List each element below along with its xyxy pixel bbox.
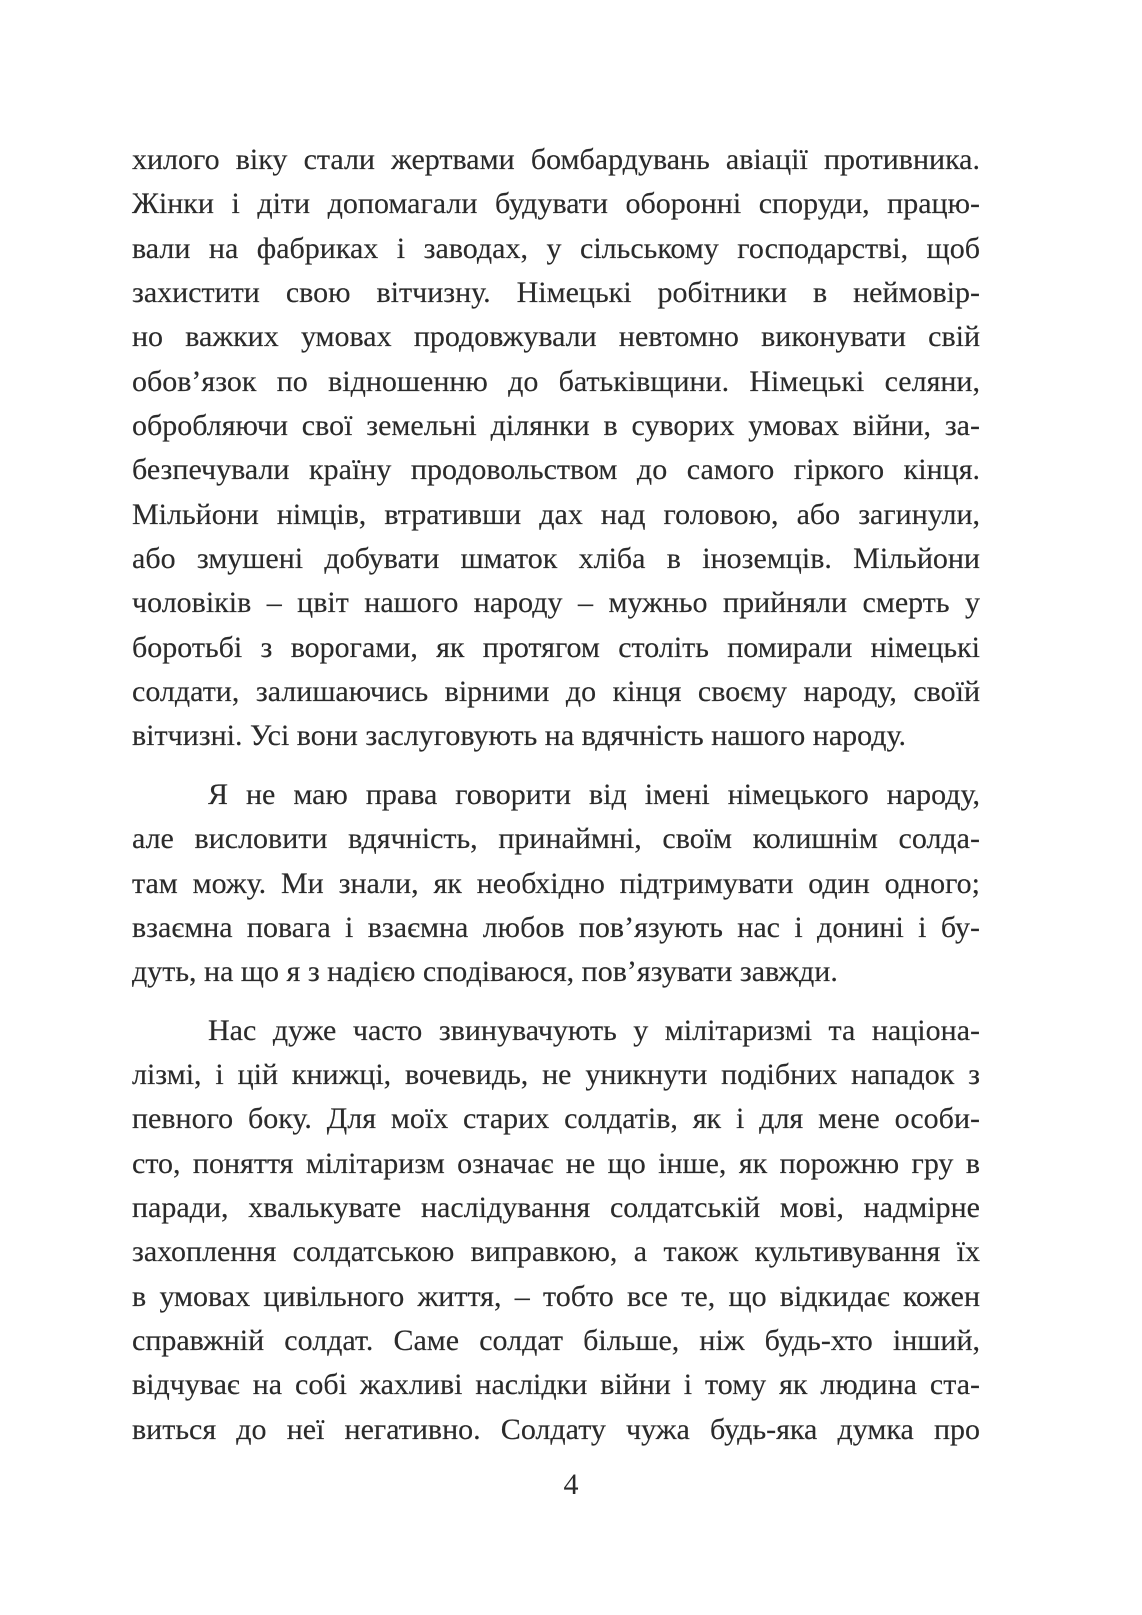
body-text (132, 138, 980, 1452)
text-line: або змушені добувати шматок хліба в іноземців. Мільйони (132, 542, 980, 576)
text-line: вітчизні. Усі вони заслуговують на вдячність нашого народу. (132, 719, 907, 753)
text-line: лізмі, і цій книжці, вочевидь, не уникнути подібних нападок з (132, 1057, 980, 1091)
text-line: захоплення солдатською виправкою, а також культивування їх (132, 1235, 980, 1269)
text-line: в умовах цивільного життя, – тобто все те, що відкидає кожен (132, 1279, 980, 1313)
text-line: но важких умовах продовжували невтомно виконувати свій (132, 320, 980, 354)
text-line: відчуває на собі жахливі наслідки війни і тому як людина ста- (132, 1368, 980, 1402)
text-line: Жінки і діти допомагали будувати оборонні споруди, працю- (132, 187, 980, 221)
text-line: паради, хвалькувате наслідування солдатській мові, надмірне (132, 1190, 980, 1224)
text-line: взаємна повага і взаємна любов пов’язують нас і донині і бу- (132, 910, 980, 944)
text-line: сто, поняття мілітаризм означає не що інше, як порожню гру в (132, 1146, 980, 1180)
text-line: вали на фабриках і заводах, у сільському господарстві, щоб (132, 231, 980, 265)
text-line: виться до неї негативно. Солдату чужа будь-яка думка про (132, 1412, 980, 1446)
text-line: там можу. Ми знали, як необхідно підтримувати один одного; (132, 866, 980, 900)
text-line: Я не маю права говорити від імені німецького народу, (208, 777, 980, 811)
text-line: певного боку. Для моїх старих солдатів, як і для мене особи- (132, 1102, 980, 1136)
paragraph-1 (132, 138, 980, 759)
text-line: боротьбі з ворогами, як протягом століть помирали німецькі (132, 630, 980, 664)
text-line: чоловіків – цвіт нашого народу – мужньо прийняли смерть у (132, 586, 980, 620)
text-line: обробляючи свої земельні ділянки в суворих умовах війни, за- (132, 409, 980, 443)
text-line: безпечували країну продовольством до самого гіркого кінця. (132, 453, 980, 487)
text-line: солдати, залишаючись вірними до кінця своєму народу, своїй (132, 675, 980, 709)
text-line: обов’язок по відношенню до батьківщини. Німецькі селяни, (132, 364, 980, 398)
text-line: дуть, на що я з надією сподіваюся, пов’язувати завжди. (132, 955, 838, 989)
text-line: Мільйони німців, втративши дах над головою, або загинули, (132, 497, 980, 531)
text-line: хилого віку стали жертвами бомбардувань авіації противника. (132, 143, 980, 176)
text-line: справжній солдат. Саме солдат більше, ніж будь-хто інший, (132, 1323, 980, 1357)
text-line: Нас дуже часто звинувачують у мілітаризмі та націона- (208, 1013, 980, 1047)
text-line: захистити свою вітчизну. Німецькі робітники в неймовір- (132, 276, 980, 310)
text-line: але висловити вдячність, принаймні, своїм колишнім солда- (132, 822, 980, 856)
paragraph-2 (132, 773, 980, 995)
paragraph-3 (132, 1009, 980, 1452)
page-number: 4 (563, 1468, 579, 1501)
